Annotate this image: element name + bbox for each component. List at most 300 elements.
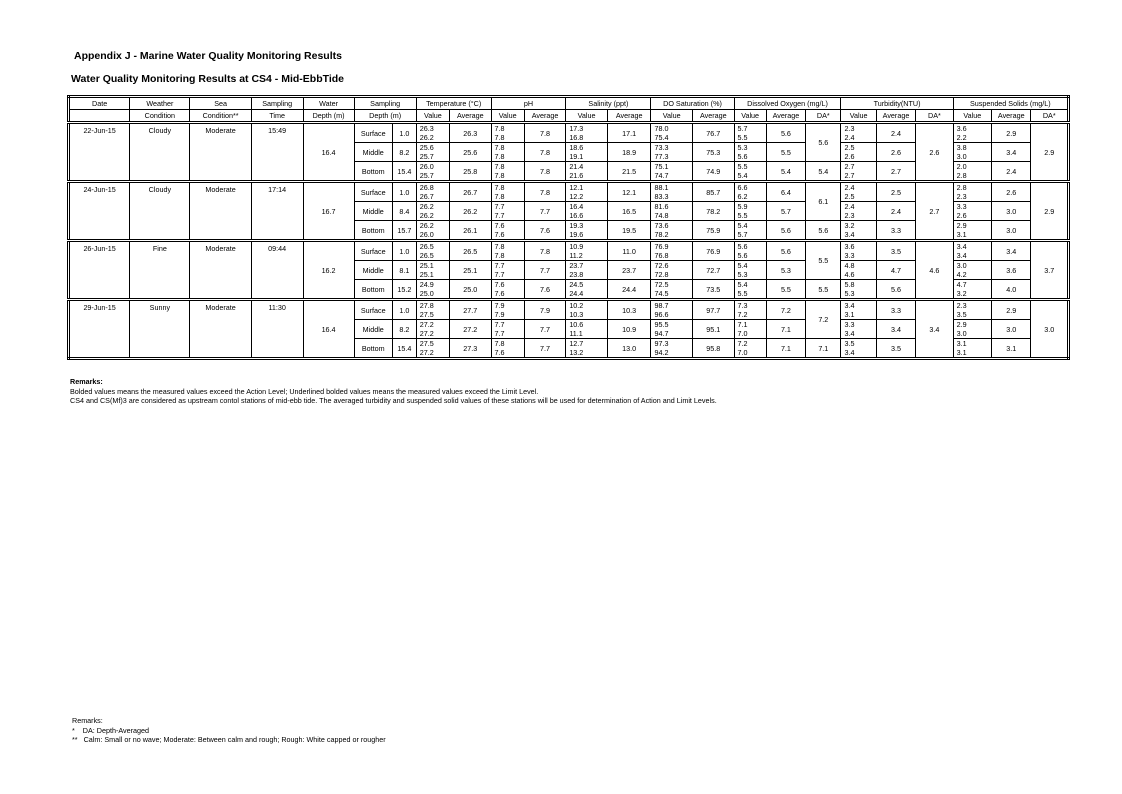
temperature-value-reading: 27.5 [419, 310, 434, 319]
temperature-value [416, 162, 449, 182]
ph-value-reading: 7.9 [494, 301, 505, 310]
table-row [69, 123, 1069, 143]
remarks-heading: Remarks: [70, 377, 103, 386]
salinity-value [566, 221, 608, 241]
ph-value-reading: 7.8 [494, 339, 505, 348]
temperature-value [416, 280, 449, 300]
ph-value-reading: 7.8 [494, 143, 505, 152]
temperature-value-reading: 26.2 [419, 202, 434, 211]
temperature-value-reading: 26.5 [419, 242, 434, 251]
ph-average: 7.8 [524, 143, 566, 162]
ph-value-reading: 7.8 [494, 183, 505, 192]
turbidity-average: 2.5 [876, 182, 915, 202]
sampling-time-cell: 15:49 [251, 123, 303, 182]
turbidity-value [841, 162, 876, 182]
salinity-value-reading: 12.1 [569, 183, 584, 192]
temperature-value [416, 221, 449, 241]
dissolved-oxygen-value-reading: 5.3 [737, 270, 748, 279]
sampling-depth-cell: 1.0 [392, 241, 416, 261]
dissolved-oxygen-da: 5.5 [806, 241, 841, 280]
ph-value-reading: 7.7 [494, 329, 505, 338]
salinity-average: 19.5 [607, 221, 651, 241]
suspended-solids-value-reading: 2.6 [956, 211, 967, 220]
header-date-sub [69, 110, 130, 123]
salinity-value-reading: 21.4 [569, 162, 584, 171]
turbidity-value-reading: 2.7 [844, 171, 855, 180]
turbidity-value-reading: 2.3 [844, 211, 855, 220]
dissolved-oxygen-average: 6.4 [766, 182, 805, 202]
turbidity-value-reading: 3.4 [844, 329, 855, 338]
dissolved-oxygen-value [734, 320, 766, 339]
header-water: Water [303, 97, 354, 110]
do-saturation-value-reading: 94.2 [654, 348, 669, 357]
suspended-solids-value-reading: 3.3 [956, 202, 967, 211]
turbidity-value-reading: 3.4 [844, 301, 855, 310]
temperature-value-reading: 27.2 [419, 348, 434, 357]
header-ph: pH [491, 97, 566, 110]
weather-cell: Fine [130, 241, 190, 300]
ph-average: 7.6 [524, 221, 566, 241]
suspended-solids-average: 3.4 [992, 241, 1031, 261]
sampling-level-cell: Surface [354, 241, 392, 261]
ph-value-reading: 7.7 [494, 261, 505, 270]
suspended-solids-value-reading: 2.0 [956, 162, 967, 171]
do-saturation-value-reading: 78.0 [654, 124, 669, 133]
sampling-time-cell: 09:44 [251, 241, 303, 300]
sampling-depth-cell: 15.4 [392, 339, 416, 359]
sampling-level-cell: Middle [354, 261, 392, 280]
suspended-solids-average: 2.9 [992, 123, 1031, 143]
temperature-value-reading: 25.6 [419, 143, 434, 152]
dissolved-oxygen-value-reading: 5.6 [737, 152, 748, 161]
sampling-depth-cell: 8.1 [392, 261, 416, 280]
sampling-level-cell: Surface [354, 182, 392, 202]
do-saturation-average: 78.2 [693, 202, 735, 221]
turbidity-value-reading: 2.5 [844, 143, 855, 152]
ph-average: 7.8 [524, 123, 566, 143]
dissolved-oxygen-value-reading: 7.0 [737, 329, 748, 338]
suspended-solids-average: 3.0 [992, 320, 1031, 339]
header-da: DA* [806, 110, 841, 123]
temperature-average: 26.5 [450, 241, 492, 261]
turbidity-da: 2.6 [916, 123, 953, 182]
suspended-solids-value [953, 280, 991, 300]
header-average: Average [766, 110, 805, 123]
do-saturation-value-reading: 75.1 [654, 162, 669, 171]
salinity-value [566, 320, 608, 339]
ph-value-reading: 7.7 [494, 202, 505, 211]
salinity-value-reading: 21.6 [569, 171, 584, 180]
salinity-value-reading: 24.4 [569, 289, 584, 298]
suspended-solids-value-reading: 3.1 [956, 348, 967, 357]
do-saturation-value-reading: 98.7 [654, 301, 669, 310]
sea-condition-cell: Moderate [190, 123, 251, 182]
ph-value [491, 221, 524, 241]
ph-value-reading: 7.8 [494, 242, 505, 251]
ph-value-reading: 7.7 [494, 320, 505, 329]
header-suspended-solids: Suspended Solids (mg/L) [953, 97, 1068, 110]
weather-cell: Sunny [130, 300, 190, 359]
ph-value-reading: 7.8 [494, 152, 505, 161]
temperature-average: 26.2 [450, 202, 492, 221]
turbidity-value-reading: 2.5 [844, 192, 855, 201]
date-cell: 22-Jun-15 [69, 123, 130, 182]
salinity-value [566, 300, 608, 320]
do-saturation-value [651, 300, 693, 320]
ph-value [491, 202, 524, 221]
suspended-solids-value-reading: 3.0 [956, 261, 967, 270]
header-value: Value [734, 110, 766, 123]
suspended-solids-value [953, 339, 991, 359]
header-sea-sub: Condition** [190, 110, 251, 123]
header-dissolved-oxygen: Dissolved Oxygen (mg/L) [734, 97, 841, 110]
salinity-value [566, 241, 608, 261]
suspended-solids-value-reading: 3.4 [956, 242, 967, 251]
turbidity-average: 3.5 [876, 241, 915, 261]
temperature-value-reading: 25.7 [419, 152, 434, 161]
header-average: Average [992, 110, 1031, 123]
sampling-time-cell: 17:14 [251, 182, 303, 241]
ph-average: 7.8 [524, 162, 566, 182]
temperature-average: 25.1 [450, 261, 492, 280]
do-saturation-average: 73.5 [693, 280, 735, 300]
header-value: Value [566, 110, 608, 123]
temperature-value-reading: 26.0 [419, 230, 434, 239]
do-saturation-average: 74.9 [693, 162, 735, 182]
salinity-average: 10.3 [607, 300, 651, 320]
weather-cell: Cloudy [130, 182, 190, 241]
salinity-average: 13.0 [607, 339, 651, 359]
weather-cell: Cloudy [130, 123, 190, 182]
ph-value [491, 182, 524, 202]
dissolved-oxygen-average: 7.1 [766, 339, 805, 359]
ph-value [491, 241, 524, 261]
temperature-value [416, 320, 449, 339]
turbidity-value [841, 241, 876, 261]
do-saturation-value [651, 162, 693, 182]
salinity-value [566, 162, 608, 182]
ph-value-reading: 7.8 [494, 133, 505, 142]
ph-value [491, 162, 524, 182]
sampling-depth-cell: 8.4 [392, 202, 416, 221]
salinity-average: 18.9 [607, 143, 651, 162]
dissolved-oxygen-da: 5.6 [806, 221, 841, 241]
water-depth-cell: 16.7 [303, 182, 354, 241]
temperature-value-reading: 27.5 [419, 339, 434, 348]
dissolved-oxygen-value-reading: 7.1 [737, 320, 748, 329]
suspended-solids-da: 3.0 [1031, 300, 1069, 359]
suspended-solids-value-reading: 3.8 [956, 143, 967, 152]
ph-value [491, 339, 524, 359]
suspended-solids-average: 2.9 [992, 300, 1031, 320]
table-row [69, 182, 1069, 202]
suspended-solids-average: 4.0 [992, 280, 1031, 300]
do-saturation-value-reading: 73.3 [654, 143, 669, 152]
temperature-value-reading: 26.8 [419, 183, 434, 192]
turbidity-value [841, 202, 876, 221]
suspended-solids-value [953, 123, 991, 143]
suspended-solids-value-reading: 2.3 [956, 192, 967, 201]
turbidity-average: 3.4 [876, 320, 915, 339]
suspended-solids-value-reading: 3.0 [956, 329, 967, 338]
header-value: Value [953, 110, 991, 123]
dissolved-oxygen-value-reading: 5.6 [737, 251, 748, 260]
do-saturation-value [651, 280, 693, 300]
suspended-solids-value [953, 300, 991, 320]
dissolved-oxygen-average: 5.6 [766, 241, 805, 261]
header-average: Average [524, 110, 566, 123]
suspended-solids-value-reading: 4.7 [956, 280, 967, 289]
salinity-value [566, 143, 608, 162]
ph-value [491, 123, 524, 143]
ph-value-reading: 7.7 [494, 270, 505, 279]
do-saturation-value-reading: 78.2 [654, 230, 669, 239]
do-saturation-value [651, 202, 693, 221]
do-saturation-average: 95.1 [693, 320, 735, 339]
do-saturation-value-reading: 75.4 [654, 133, 669, 142]
dissolved-oxygen-value [734, 280, 766, 300]
ph-value-reading: 7.8 [494, 124, 505, 133]
salinity-value-reading: 16.4 [569, 202, 584, 211]
sampling-level-cell: Surface [354, 123, 392, 143]
do-saturation-average: 72.7 [693, 261, 735, 280]
temperature-value-reading: 26.0 [419, 162, 434, 171]
do-saturation-average: 76.9 [693, 241, 735, 261]
sampling-level-cell: Bottom [354, 162, 392, 182]
salinity-value [566, 339, 608, 359]
turbidity-value [841, 143, 876, 162]
dissolved-oxygen-value-reading: 5.3 [737, 143, 748, 152]
temperature-value [416, 261, 449, 280]
dissolved-oxygen-average: 7.1 [766, 320, 805, 339]
turbidity-value-reading: 2.4 [844, 133, 855, 142]
turbidity-value-reading: 4.8 [844, 261, 855, 270]
ph-value-reading: 7.6 [494, 348, 505, 357]
sampling-depth-cell: 8.2 [392, 320, 416, 339]
do-saturation-value-reading: 83.3 [654, 192, 669, 201]
dissolved-oxygen-value [734, 339, 766, 359]
footnote-sea-condition: ** Calm: Small or no wave; Moderate: Between calm and rough; Rough: White capped or rougher [72, 735, 386, 744]
ph-average: 7.8 [524, 241, 566, 261]
turbidity-average: 5.6 [876, 280, 915, 300]
do-saturation-average: 75.3 [693, 143, 735, 162]
dissolved-oxygen-value-reading: 5.4 [737, 261, 748, 270]
temperature-value-reading: 26.7 [419, 192, 434, 201]
salinity-average: 16.5 [607, 202, 651, 221]
ph-value [491, 300, 524, 320]
header-da: DA* [1031, 110, 1069, 123]
salinity-value-reading: 11.2 [569, 251, 583, 260]
turbidity-average: 2.6 [876, 143, 915, 162]
temperature-average: 26.3 [450, 123, 492, 143]
dissolved-oxygen-value [734, 261, 766, 280]
header-do-saturation: DO Saturation (%) [651, 97, 734, 110]
header-value: Value [416, 110, 449, 123]
temperature-value-reading: 26.5 [419, 251, 434, 260]
do-saturation-average: 85.7 [693, 182, 735, 202]
ph-value-reading: 7.8 [494, 251, 505, 260]
date-cell: 24-Jun-15 [69, 182, 130, 241]
dissolved-oxygen-value [734, 143, 766, 162]
suspended-solids-da: 2.9 [1031, 182, 1069, 241]
suspended-solids-value [953, 143, 991, 162]
salinity-average: 12.1 [607, 182, 651, 202]
suspended-solids-value-reading: 3.0 [956, 152, 967, 161]
do-saturation-value-reading: 96.6 [654, 310, 669, 319]
suspended-solids-value-reading: 3.4 [956, 251, 967, 260]
sea-condition-cell: Moderate [190, 182, 251, 241]
do-saturation-value [651, 320, 693, 339]
dissolved-oxygen-value [734, 241, 766, 261]
suspended-solids-value-reading: 2.9 [956, 320, 967, 329]
turbidity-average: 3.3 [876, 300, 915, 320]
sampling-level-cell: Bottom [354, 339, 392, 359]
temperature-value [416, 300, 449, 320]
dissolved-oxygen-da: 5.6 [806, 123, 841, 162]
header-value: Value [841, 110, 876, 123]
do-saturation-value [651, 182, 693, 202]
dissolved-oxygen-da: 6.1 [806, 182, 841, 221]
salinity-value-reading: 19.3 [569, 221, 584, 230]
do-saturation-average: 75.9 [693, 221, 735, 241]
footnote-da: * DA: Depth-Averaged [72, 725, 149, 735]
temperature-value-reading: 26.2 [419, 133, 434, 142]
turbidity-value [841, 182, 876, 202]
header-temperature: Temperature (°C) [416, 97, 491, 110]
dissolved-oxygen-value [734, 221, 766, 241]
water-depth-cell: 16.4 [303, 123, 354, 182]
header-water-sub: Depth (m) [303, 110, 354, 123]
turbidity-value-reading: 3.1 [844, 310, 855, 319]
do-saturation-average: 97.7 [693, 300, 735, 320]
suspended-solids-average: 2.6 [992, 182, 1031, 202]
temperature-value-reading: 27.2 [419, 320, 434, 329]
water-depth-cell: 16.4 [303, 300, 354, 359]
do-saturation-value [651, 241, 693, 261]
suspended-solids-average: 3.6 [992, 261, 1031, 280]
dissolved-oxygen-average: 5.3 [766, 261, 805, 280]
turbidity-value-reading: 2.6 [844, 152, 855, 161]
salinity-value-reading: 18.6 [569, 143, 584, 152]
salinity-value-reading: 13.2 [569, 348, 584, 357]
ph-average: 7.7 [524, 261, 566, 280]
salinity-value [566, 261, 608, 280]
do-saturation-value-reading: 72.5 [654, 280, 669, 289]
salinity-average: 24.4 [607, 280, 651, 300]
ph-value [491, 261, 524, 280]
turbidity-average: 3.5 [876, 339, 915, 359]
ph-average: 7.9 [524, 300, 566, 320]
do-saturation-value-reading: 74.8 [654, 211, 669, 220]
turbidity-value-reading: 3.3 [844, 251, 855, 260]
sampling-day-group [69, 241, 1069, 300]
ph-value-reading: 7.7 [494, 211, 505, 220]
turbidity-da: 4.6 [916, 241, 953, 300]
ph-value-reading: 7.8 [494, 192, 505, 201]
salinity-value [566, 182, 608, 202]
suspended-solids-value-reading: 2.9 [956, 221, 967, 230]
suspended-solids-da: 2.9 [1031, 123, 1069, 182]
suspended-solids-value [953, 221, 991, 241]
turbidity-value-reading: 2.4 [844, 183, 855, 192]
table-row [69, 300, 1069, 320]
suspended-solids-value-reading: 3.1 [956, 339, 967, 348]
turbidity-value [841, 221, 876, 241]
salinity-value-reading: 23.8 [569, 270, 584, 279]
dissolved-oxygen-da: 5.4 [806, 162, 841, 182]
dissolved-oxygen-value-reading: 5.4 [737, 221, 748, 230]
suspended-solids-value-reading: 3.2 [956, 289, 967, 298]
turbidity-value [841, 300, 876, 320]
temperature-average: 27.7 [450, 300, 492, 320]
ph-average: 7.7 [524, 320, 566, 339]
turbidity-average: 2.4 [876, 202, 915, 221]
do-saturation-value [651, 123, 693, 143]
salinity-value-reading: 12.2 [569, 192, 584, 201]
temperature-value [416, 339, 449, 359]
remarks-line: Bolded values means the measured values exceed the Action Level; Underlined bolded values means the measured values exceed the Limit Level. [70, 386, 539, 396]
do-saturation-value [651, 339, 693, 359]
suspended-solids-average: 2.4 [992, 162, 1031, 182]
ph-value [491, 280, 524, 300]
sea-condition-cell: Moderate [190, 300, 251, 359]
dissolved-oxygen-average: 5.5 [766, 280, 805, 300]
sampling-depth-cell: 8.2 [392, 143, 416, 162]
salinity-value [566, 280, 608, 300]
turbidity-value-reading: 3.2 [844, 221, 855, 230]
turbidity-value-reading: 2.3 [844, 124, 855, 133]
turbidity-value-reading: 3.4 [844, 348, 855, 357]
turbidity-da: 2.7 [916, 182, 953, 241]
water-depth-cell: 16.2 [303, 241, 354, 300]
dissolved-oxygen-value-reading: 5.7 [737, 230, 748, 239]
salinity-average: 11.0 [607, 241, 651, 261]
ph-average: 7.6 [524, 280, 566, 300]
sampling-level-cell: Middle [354, 320, 392, 339]
turbidity-value-reading: 3.6 [844, 242, 855, 251]
salinity-value-reading: 12.7 [569, 339, 584, 348]
suspended-solids-value [953, 261, 991, 280]
ph-value-reading: 7.9 [494, 310, 505, 319]
salinity-value-reading: 10.2 [569, 301, 584, 310]
sampling-time-cell: 11:30 [251, 300, 303, 359]
do-saturation-value-reading: 88.1 [654, 183, 669, 192]
dissolved-oxygen-value-reading: 7.0 [737, 348, 748, 357]
salinity-value-reading: 19.1 [569, 152, 584, 161]
suspended-solids-value-reading: 3.5 [956, 310, 967, 319]
date-cell: 29-Jun-15 [69, 300, 130, 359]
temperature-value-reading: 27.8 [419, 301, 434, 310]
do-saturation-value-reading: 73.6 [654, 221, 669, 230]
temperature-value-reading: 26.2 [419, 221, 434, 230]
temperature-value [416, 143, 449, 162]
header-value: Value [651, 110, 693, 123]
do-saturation-value-reading: 95.5 [654, 320, 669, 329]
turbidity-value [841, 339, 876, 359]
header-sampling-sub: Time [251, 110, 303, 123]
temperature-value [416, 202, 449, 221]
ph-average: 7.8 [524, 182, 566, 202]
ph-average: 7.7 [524, 339, 566, 359]
sampling-day-group [69, 300, 1069, 359]
suspended-solids-value-reading: 4.2 [956, 270, 967, 279]
sampling-level-cell: Bottom [354, 221, 392, 241]
footnotes-heading: Remarks: [72, 716, 103, 725]
dissolved-oxygen-value-reading: 6.6 [737, 183, 748, 192]
turbidity-value-reading: 3.5 [844, 339, 855, 348]
salinity-value [566, 123, 608, 143]
temperature-average: 26.7 [450, 182, 492, 202]
